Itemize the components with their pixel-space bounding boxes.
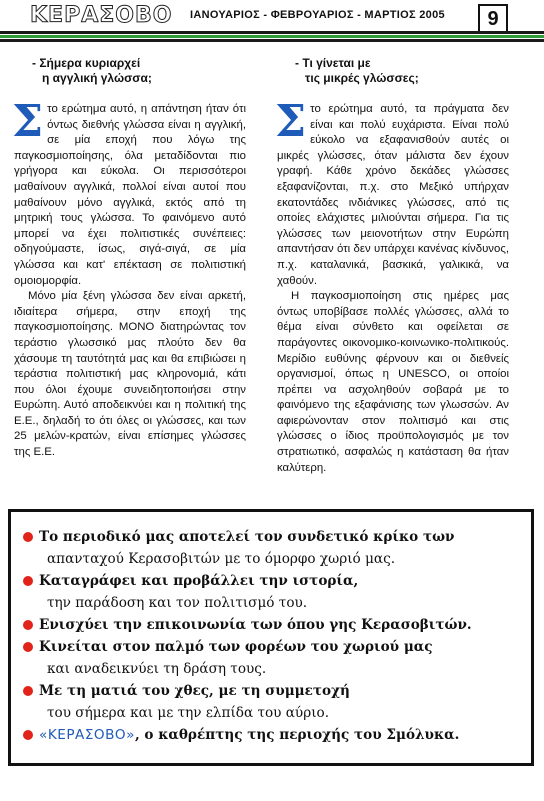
left-paragraph-1-text: το ερώτημα αυτό, η απάντηση ήταν ότι όντως διεθνής γλώσσα είναι η αγγλική, σε μία εποχή που λόγω της παγκοσμιοποίησης, όλα μεταδίδονται πιο γρήγορα και εύκολα. Οι περισσότεροι μαθαίνουν αγγλικά, πολλοί είναι αυτοί που μαθαίνουν μόνο αγγλικά, εκτός από τη μητρική τους γλώσσα. Το φαινόμενο αυτό μπορεί να έχει πολιτιστικές συνέπειες: οδηγούμαστε, ίσως, σιγά-σιγά, σε μία γλώσσα και κατ' επέκταση σε πολιτιστική ομοιομορφία.: [14, 103, 246, 287]
mission-item-3-line1: Ενισχύει την επικοινωνία των όπου γης Κερασοβιτών.: [39, 617, 472, 633]
left-drop-cap: Σ: [12, 96, 44, 147]
mission-item: [25, 570, 531, 614]
left-paragraph-2: Μόνο μία ξένη γλώσσα δεν είναι αρκετή, ιδιαίτερα σήμερα, στην εποχή της παγκοσμιοποίησης. ΜΟΝΟ διατηρώντας τον τεράστιο γλωσσικό μας πλούτο δεν θα χάσουμε τη ταυτότητά μας και θα επιβιώσει η τεράστια πολιτιστική μας κληρονομιά, κάτι που όλοι έχουμε συνειδητοποιήσει στην Ευρώπη. Αυτό αποδεικνύει και η πολιτική της Ε.Ε., δηλαδή το ότι όλες οι γλώσσες, και των 25 μελών-κρατών, είναι επίσημες γλώσσες της Ε.Ε.: [14, 290, 246, 459]
mission-item-1-line1: Το περιοδικό μας αποτελεί τον συνδετικό κρίκο των: [39, 529, 455, 545]
red-bullet-icon: [23, 642, 33, 652]
page-header: [0, 0, 544, 44]
mission-item-6-brand: «ΚΕΡΑΣΟΒΟ»: [39, 727, 135, 743]
issue-date: ΙΑΝΟΥΑΡΙΟΣ - ΦΕΒΡΟΥΑΡΙΟΣ - ΜΑΡΤΙΟΣ 2005: [190, 9, 445, 21]
right-question-line1: - Τι γίνεται με: [295, 56, 371, 70]
mission-item-1-line2: απανταχού Κερασοβιτών με το όμορφο χωριό μας.: [47, 551, 396, 567]
mission-item-2-line1: Καταγράφει και προβάλλει την ιστορία,: [39, 573, 359, 589]
mission-item-6-text: , ο καθρέπτης της περιοχής του Σμόλυκα.: [134, 727, 460, 743]
mission-item: [25, 526, 531, 570]
magazine-brand: ΚΕΡΑΣΟΒΟ: [30, 3, 173, 28]
mission-item: [25, 636, 531, 680]
mission-item-4-line2: και αναδεικνύει τη δράση τους.: [47, 661, 267, 677]
right-question-heading: [295, 56, 509, 86]
left-question-heading: [32, 56, 246, 86]
right-paragraph-1-text: το ερώτημα αυτό, τα πράγματα δεν είναι και πολύ ευχάριστα. Είναι πολύ εύκολο να εξαφανισθούν αυτές οι μικρές γλώσσες, όταν μάλιστα δεν έχουν γραφή. Κάθε χρόνο δεκάδες γλώσσες εξαφανίζονται, π.χ. στο Μεξικό υπήρχαν εκατοντάδες ινδιάνικες γλώσσες, από τις οποίες ελάχιστες μιλιούνται σήμερα. Για τις γλώσσες των μειονοτήτων στην Ευρώπη απαντήσαν ότι δεν υπάρχει κανένας κίνδυνος, π.χ. καταλανικά, βασκικά, γαλικικά, να χαθούν.: [277, 103, 509, 287]
mission-item-5-line1: Με τη ματιά του χθες, με τη συμμετοχή: [39, 683, 350, 699]
mission-item-2-line2: την παράδοση και τον πολιτισμό του.: [47, 595, 308, 611]
mission-item: [25, 724, 531, 746]
red-bullet-icon: [23, 620, 33, 630]
mission-item-4-line1: Κινείται στον παλμό των φορέων του χωριού μας: [39, 639, 433, 655]
left-column: [14, 56, 246, 461]
mission-item-5-line2: του σήμερα και με την ελπίδα του αύριο.: [47, 705, 330, 721]
right-paragraph-1: [275, 96, 509, 289]
right-drop-cap: Σ: [275, 96, 307, 147]
red-bullet-icon: [23, 576, 33, 586]
red-bullet-icon: [23, 686, 33, 696]
red-bullet-icon: [23, 730, 33, 740]
mission-item: [25, 680, 531, 724]
header-stripes: [0, 30, 544, 40]
red-bullet-icon: [23, 532, 33, 542]
left-question-line1: - Σήμερα κυριαρχεί: [32, 56, 141, 70]
mission-list: [11, 512, 531, 746]
mission-box: [8, 509, 534, 766]
right-paragraph-2: Η παγκοσμιοποίηση στις ημέρες μας όντως υποβίβασε πολλές γλώσσες, αλλά το θέμα είναι σύνθετο και οφείλεται σε παράγοντες οικονομικο-κοινωνικο-πολιτικούς. Μερίδιο ευθύνης φέρνουν και οι διεθνείς οργανισμοί, όπως η UNESCO, οι οποίοι πρέπει να ασχοληθούν σοβαρά με το φαινόμενο της εξαφάνισης των γλωσσών. Αν αφιερώνονταν στον πολιτισμό και στις γλώσσες ο ίδιος προϋπολογισμός με τον στρατιωτικό, ασφαλώς η κατάσταση θα ήταν καλύτερη.: [277, 290, 509, 474]
left-paragraph-1: [12, 96, 246, 289]
mission-item: [25, 614, 531, 636]
left-question-line2: η αγγλική γλώσσα;: [42, 71, 152, 85]
page-number: 9: [478, 4, 508, 34]
right-question-line2: τις μικρές γλώσσες;: [305, 71, 419, 85]
right-column: [277, 56, 509, 476]
